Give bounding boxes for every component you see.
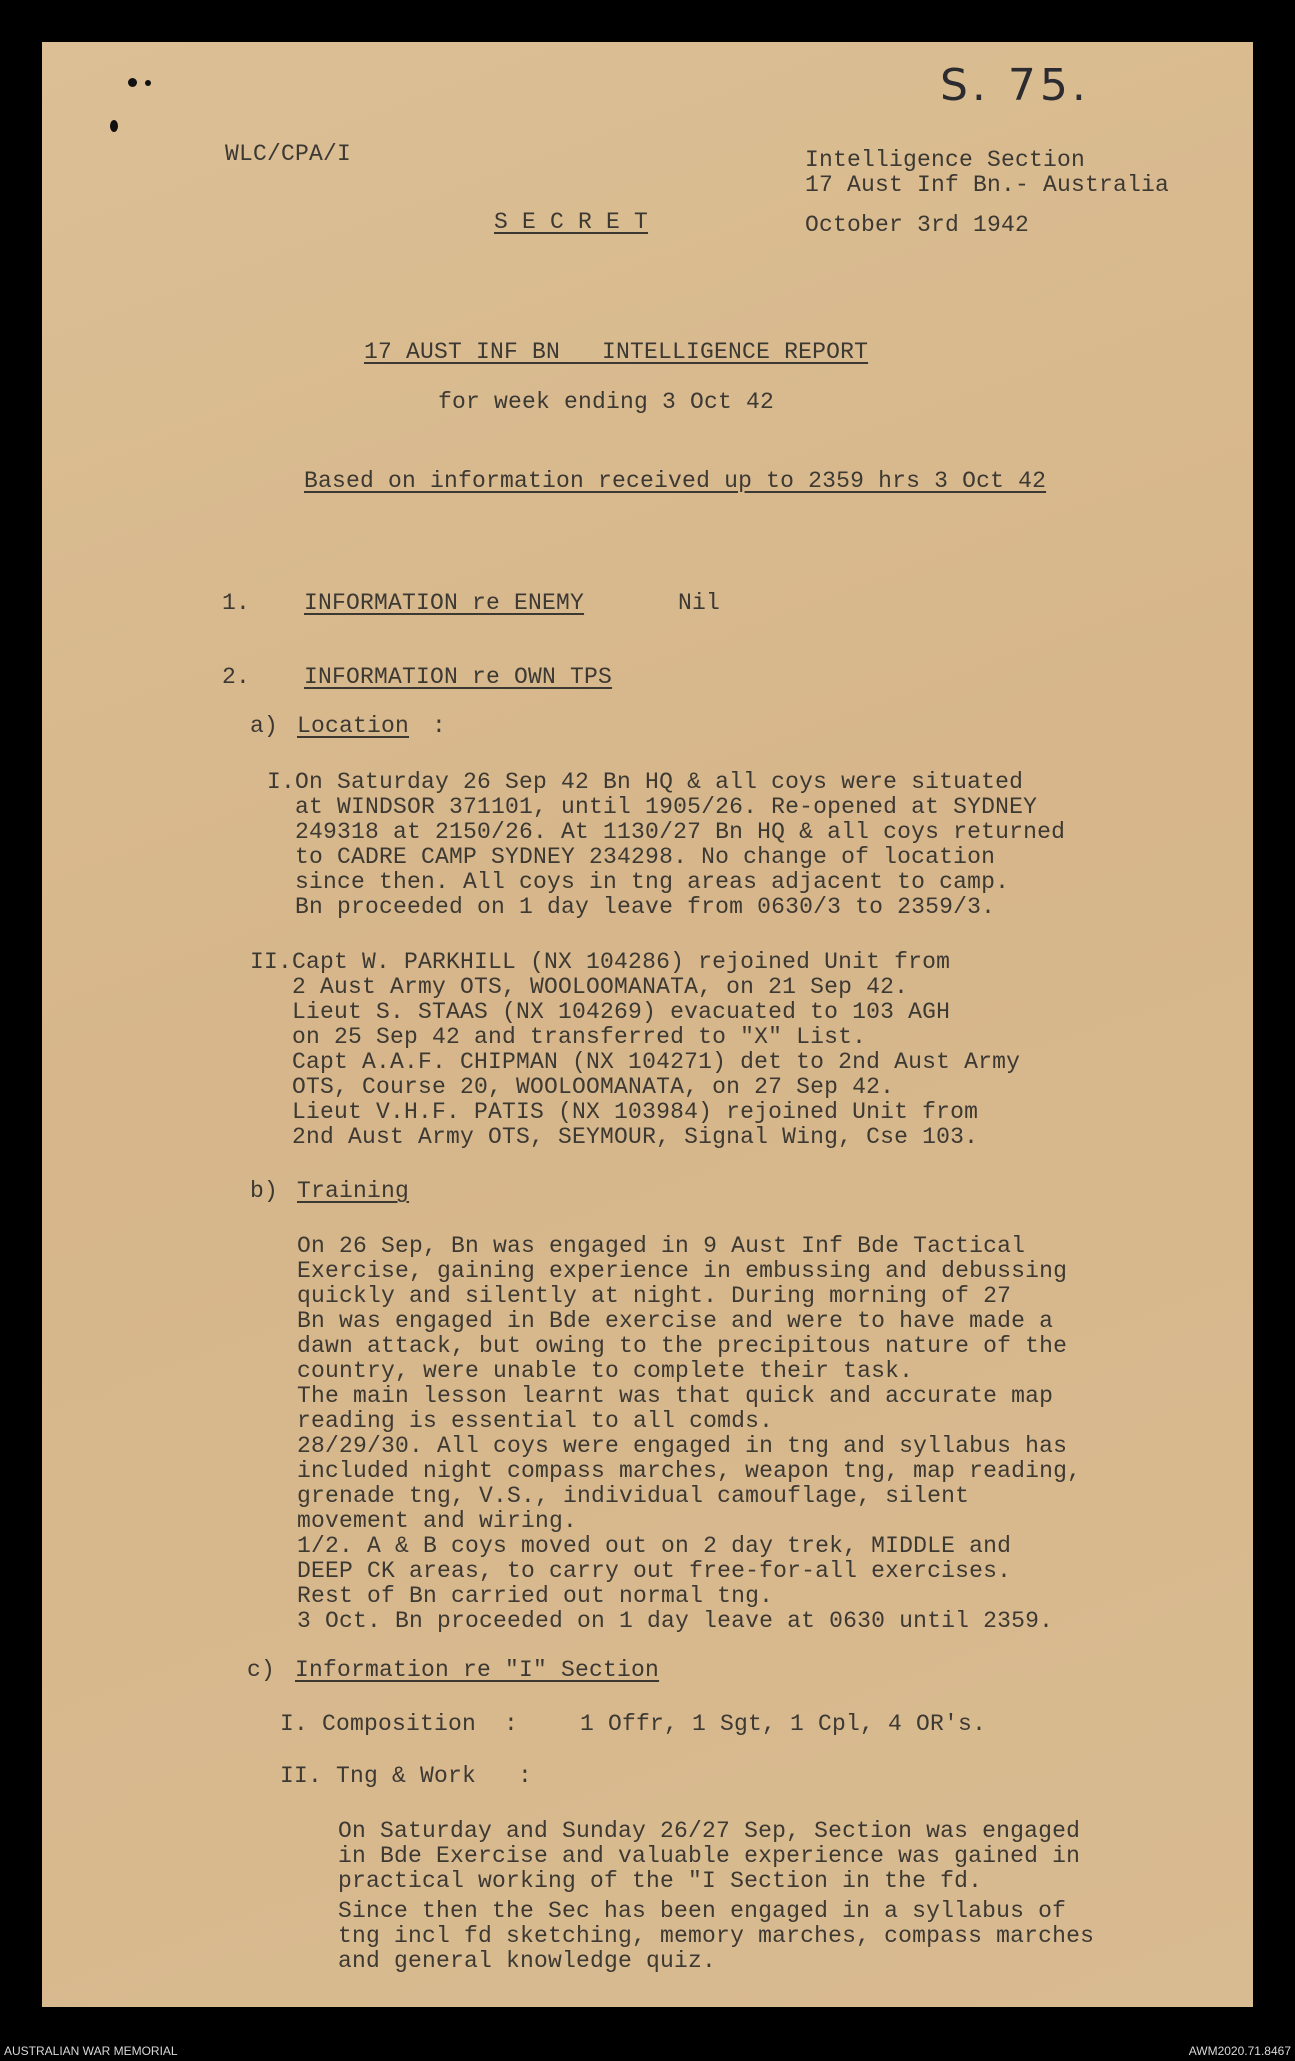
text-line: DEEP CK areas, to carry out free-for-all exercises. [297, 1558, 1012, 1584]
footer-institution: AUSTRALIAN WAR MEMORIAL [4, 2044, 178, 2058]
text-line: 2 Aust Army OTS, WOOLOOMANATA, on 21 Sep 42. [250, 974, 909, 1000]
file-reference: WLC/CPA/I [225, 141, 352, 167]
text-line: On Saturday and Sunday 26/27 Sep, Section was engaged [338, 1818, 1081, 1844]
section-2-number: 2. [222, 664, 251, 690]
text-line: On 26 Sep, Bn was engaged in 9 Aust Inf Bde Tactical [297, 1233, 1026, 1259]
text-line: included night compass marches, weapon tng, map reading, [297, 1458, 1082, 1484]
text-line: 28/29/30. All coys were engaged in tng and syllabus has [297, 1433, 1068, 1459]
text-line: Bn was engaged in Bde exercise and were to have made a [297, 1308, 1054, 1334]
text-line: 2nd Aust Army OTS, SEYMOUR, Signal Wing, Cse 103. [250, 1124, 979, 1150]
text-line: Exercise, gaining experience in embussing and debussing [297, 1258, 1068, 1284]
text-line: I.On Saturday 26 Sep 42 Bn HQ & all coys were situated [267, 769, 1024, 795]
text-line: The main lesson learnt was that quick and accurate map [297, 1383, 1054, 1409]
text-line: Capt A.A.F. CHIPMAN (NX 104271) det to 2nd Aust Army [250, 1049, 1021, 1075]
section-1-number: 1. [222, 590, 251, 616]
work-label: II. Tng & Work : [280, 1763, 533, 1789]
punch-mark [110, 120, 118, 132]
section-1-value: Nil [678, 590, 721, 616]
text-line: quickly and silently at night. During morning of 27 [297, 1283, 1012, 1309]
classification: S E C R E T [494, 209, 649, 235]
composition-value: 1 Offr, 1 Sgt, 1 Cpl, 4 OR's. [580, 1711, 987, 1737]
text-line: 249318 at 2150/26. At 1130/27 Bn HQ & all coys returned [267, 819, 1066, 845]
subsection-b-label: b) [250, 1178, 279, 1204]
report-title: 17 AUST INF BN INTELLIGENCE REPORT [364, 339, 869, 365]
text-line: to CADRE CAMP SYDNEY 234298. No change of location [267, 844, 996, 870]
text-line: Lieut V.H.F. PATIS (NX 103984) rejoined Unit from [250, 1099, 979, 1125]
footer-accession-number: AWM2020.71.8467 [1188, 2044, 1291, 2058]
text-line: since then. All coys in tng areas adjacent to camp. [267, 869, 1010, 895]
text-line: and general knowledge quiz. [338, 1948, 717, 1974]
text-line: OTS, Course 20, WOOLOOMANATA, on 27 Sep 42. [250, 1074, 895, 1100]
text-line: country, were unable to complete their task. [297, 1358, 914, 1384]
subsection-b-heading: Training [297, 1178, 410, 1204]
text-line: Since then the Sec has been engaged in a syllabus of [338, 1898, 1067, 1924]
text-line: on 25 Sep 42 and transferred to "X" List. [250, 1024, 867, 1050]
text-line: Bn proceeded on 1 day leave from 0630/3 to 2359/3. [267, 894, 996, 920]
subsection-c-heading: Information re "I" Section [295, 1657, 660, 1683]
section-1-heading: INFORMATION re ENEMY [304, 590, 585, 616]
subsection-c-label: c) [247, 1657, 276, 1683]
text-line: dawn attack, but owing to the precipitous nature of the [297, 1333, 1068, 1359]
text-line: tng incl fd sketching, memory marches, compass marches [338, 1923, 1095, 1949]
text-line: II.Capt W. PARKHILL (NX 104286) rejoined Unit from [250, 949, 951, 975]
report-date: October 3rd 1942 [805, 212, 1030, 238]
text-line: 3 Oct. Bn proceeded on 1 day leave at 0630 until 2359. [297, 1608, 1054, 1634]
composition-label: I. Composition : [280, 1711, 519, 1737]
section-2-heading: INFORMATION re OWN TPS [304, 664, 613, 690]
text-line: movement and wiring. [297, 1508, 578, 1534]
text-line: 1/2. A & B coys moved out on 2 day trek, MIDDLE and [297, 1533, 1012, 1559]
subsection-a-colon: : [432, 713, 447, 739]
text-line: reading is essential to all comds. [297, 1408, 774, 1434]
text-line: grenade tng, V.S., individual camouflage, silent [297, 1483, 970, 1509]
text-line: Lieut S. STAAS (NX 104269) evacuated to 103 AGH [250, 999, 951, 1025]
sender-line-2: 17 Aust Inf Bn.- Australia [805, 172, 1170, 198]
document-page [42, 42, 1253, 2007]
based-on-line: Based on information received up to 2359 hrs 3 Oct 42 [304, 468, 1047, 494]
subsection-a-label: a) [250, 713, 279, 739]
text-line: at WINDSOR 371101, until 1905/26. Re-opened at SYDNEY [267, 794, 1038, 820]
text-line: Rest of Bn carried out normal tng. [297, 1583, 774, 1609]
punch-mark [145, 80, 151, 86]
sender-line-1: Intelligence Section [805, 147, 1086, 173]
text-line: practical working of the "I Section in the fd. [338, 1868, 983, 1894]
report-subtitle: for week ending 3 Oct 42 [438, 389, 775, 415]
subsection-a-heading: Location [297, 713, 410, 739]
text-line: in Bde Exercise and valuable experience was gained in [338, 1843, 1081, 1869]
handwritten-reference: S. 75. [940, 60, 1090, 111]
punch-mark [128, 78, 137, 87]
